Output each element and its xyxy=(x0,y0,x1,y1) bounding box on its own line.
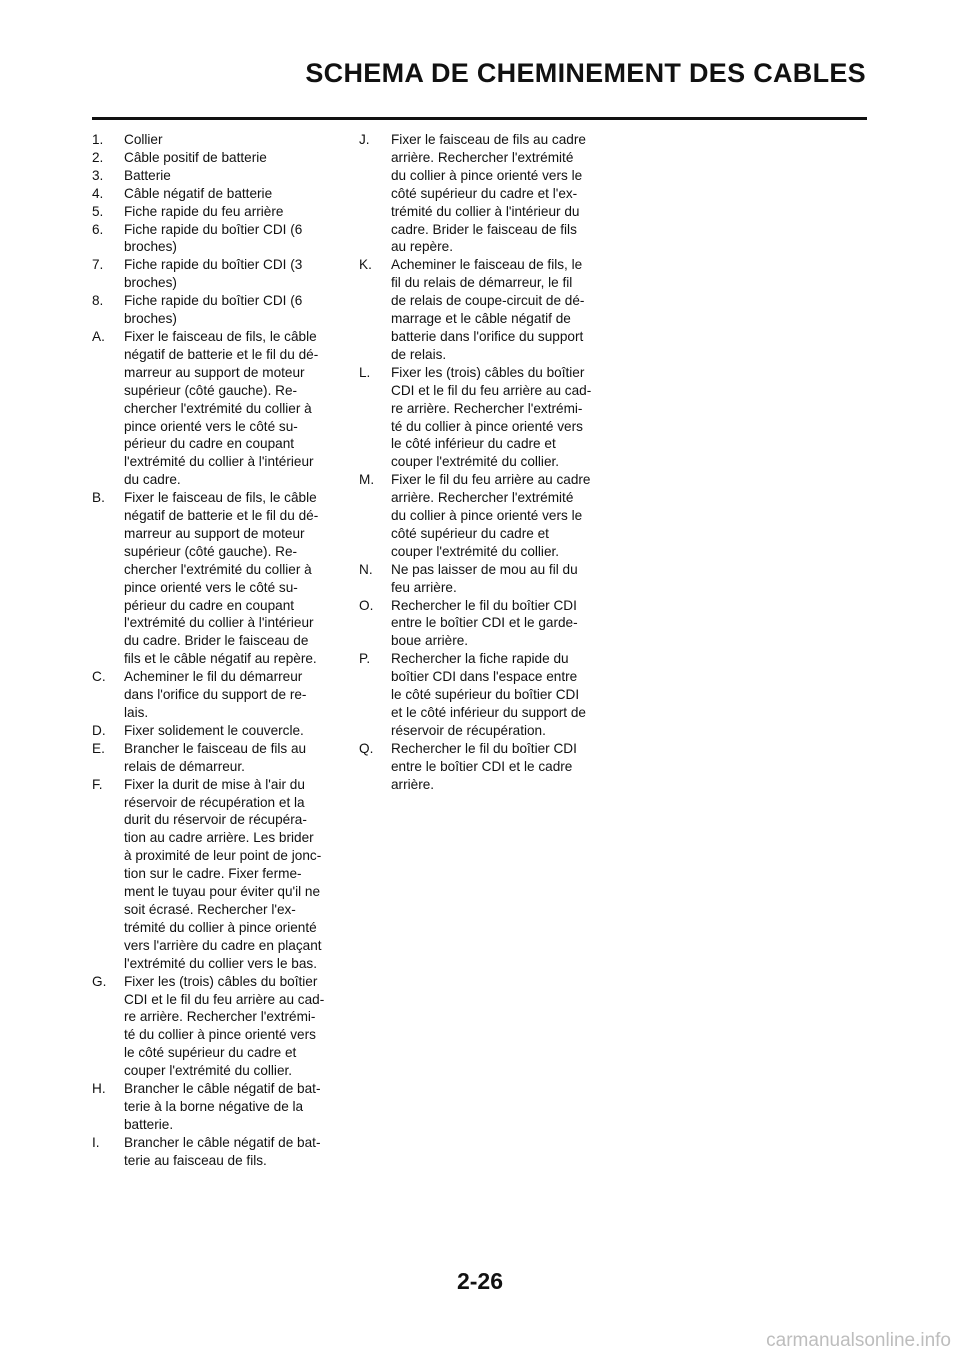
legend-item-line: Fiche rapide du boîtier CDI (6 xyxy=(124,221,303,237)
legend-item-key: I. xyxy=(92,1134,100,1150)
legend-item-key: G. xyxy=(92,973,107,989)
legend-column-left xyxy=(92,131,337,1170)
legend-item-text xyxy=(124,131,337,149)
legend-item-text xyxy=(124,973,337,1080)
legend-item xyxy=(92,740,337,776)
legend-item xyxy=(92,292,337,328)
legend-item-key: M. xyxy=(359,472,375,488)
legend-item-line: Câble négatif de batterie xyxy=(124,185,273,201)
legend-item-line: Collier xyxy=(124,132,163,147)
page-title: SCHEMA DE CHEMINEMENT DES CABLES xyxy=(305,58,866,88)
legend-item-line: arrière. Rechercher l'extrémité xyxy=(391,490,574,506)
legend-item-line: arrière. Rechercher l'extrémité xyxy=(391,149,574,165)
legend-item-line: négatif de batterie et le fil du dé- xyxy=(124,346,319,362)
legend-item-line: broches) xyxy=(124,239,177,255)
legend-item-text xyxy=(124,328,337,489)
legend-item-line: batterie. xyxy=(124,1116,174,1132)
legend-item-line: marreur au support de moteur xyxy=(124,525,305,541)
legend-item-line: réservoir de récupération. xyxy=(391,722,546,738)
legend-item-line: chercher l'extrémité du collier à xyxy=(124,561,312,577)
legend-item-line: vers l'arrière du cadre en plaçant xyxy=(124,937,322,953)
legend-item-line: de relais. xyxy=(391,346,447,362)
legend-item-text xyxy=(124,1080,337,1134)
legend-item-key: 8. xyxy=(92,293,104,309)
legend-item-text xyxy=(391,256,609,363)
legend-item-line: marreur au support de moteur xyxy=(124,364,305,380)
legend-item-key: D. xyxy=(92,722,106,738)
legend-item-line: trémité du collier à pince orienté xyxy=(124,919,317,935)
legend-item-text xyxy=(124,740,337,776)
legend-item-line: couper l'extrémité du collier. xyxy=(391,543,560,559)
legend-item-line: le côté inférieur du cadre et xyxy=(391,436,556,452)
legend-item xyxy=(92,668,337,722)
legend-item-line: terie au faisceau de fils. xyxy=(124,1152,267,1168)
legend-item-line: Fixer les (trois) câbles du boîtier xyxy=(391,364,585,380)
legend-item-line: marrage et le câble négatif de xyxy=(391,311,571,327)
legend-item-line: Batterie xyxy=(124,167,171,183)
legend-item-line: boîtier CDI dans l'espace entre xyxy=(391,669,578,685)
legend-item xyxy=(359,131,609,256)
legend-item xyxy=(92,776,337,973)
legend-item xyxy=(359,471,609,561)
legend-item-line: périeur du cadre en coupant xyxy=(124,597,295,613)
legend-item-line: terie à la borne négative de la xyxy=(124,1098,304,1114)
legend-item-line: relais de démarreur. xyxy=(124,758,245,774)
legend-column-right xyxy=(359,131,609,794)
legend-item xyxy=(359,650,609,740)
legend-item-text xyxy=(391,364,609,471)
legend-item xyxy=(92,203,337,221)
legend-item-text xyxy=(124,722,337,740)
legend-item-line: Fixer les (trois) câbles du boîtier xyxy=(124,973,318,989)
legend-item xyxy=(359,597,609,651)
legend-item-line: de relais de coupe-circuit de dé- xyxy=(391,293,585,309)
legend-item-text xyxy=(391,597,609,651)
legend-item-line: arrière. xyxy=(391,776,435,792)
legend-item-key: P. xyxy=(359,651,371,667)
legend-item xyxy=(92,185,337,203)
legend-item-line: Câble positif de batterie xyxy=(124,149,267,165)
legend-item-line: réservoir de récupération et la xyxy=(124,794,305,810)
legend-item-text xyxy=(124,668,337,722)
legend-item-line: Brancher le câble négatif de bat- xyxy=(124,1081,321,1097)
legend-item-line: Brancher le faisceau de fils au xyxy=(124,740,307,756)
legend-item-key: H. xyxy=(92,1081,106,1097)
legend-item-line: l'extrémité du collier vers le bas. xyxy=(124,955,317,971)
legend-item-key: 3. xyxy=(92,167,104,183)
legend-item-line: pince orienté vers le côté su- xyxy=(124,579,298,595)
legend-item xyxy=(359,256,609,363)
legend-item-line: Fiche rapide du boîtier CDI (3 xyxy=(124,257,303,273)
legend-item-line: périeur du cadre en coupant xyxy=(124,436,295,452)
legend-item-key: 6. xyxy=(92,221,104,237)
legend-item-line: soit écrasé. Rechercher l'ex- xyxy=(124,901,296,917)
legend-item-line: tion au cadre arrière. Les brider xyxy=(124,830,314,846)
legend-item-key: C. xyxy=(92,669,106,685)
legend-item-line: Fixer la durit de mise à l'air du xyxy=(124,776,305,792)
legend-item-text xyxy=(391,131,609,256)
legend-item xyxy=(92,167,337,185)
legend-item-line: fils et le câble négatif au repère. xyxy=(124,651,317,667)
legend-item-line: broches) xyxy=(124,275,177,291)
legend-item-line: entre le boîtier CDI et le garde- xyxy=(391,615,578,631)
legend-item xyxy=(359,561,609,597)
legend-item xyxy=(92,973,337,1080)
legend-item-line: CDI et le fil du feu arrière au cad- xyxy=(124,991,325,1007)
legend-item-line: lais. xyxy=(124,705,149,720)
legend-item-line: pince orienté vers le côté su- xyxy=(124,418,298,434)
legend-item-line: ment le tuyau pour éviter qu'il ne xyxy=(124,884,321,900)
legend-item-line: tion sur le cadre. Fixer ferme- xyxy=(124,866,302,882)
legend-item xyxy=(92,131,337,149)
legend-item-line: broches) xyxy=(124,311,177,327)
title-rule xyxy=(92,117,867,120)
legend-item-key: A. xyxy=(92,328,105,344)
legend-item xyxy=(92,489,337,668)
legend-item-line: couper l'extrémité du collier. xyxy=(391,454,560,470)
legend-item-line: Ne pas laisser de mou au fil du xyxy=(391,561,578,577)
legend-item-key: N. xyxy=(359,561,373,577)
legend-item-line: Brancher le câble négatif de bat- xyxy=(124,1134,321,1150)
legend-item-text xyxy=(391,650,609,740)
legend-item-text xyxy=(124,221,337,257)
legend-item-line: Fixer le fil du feu arrière au cadre xyxy=(391,472,591,488)
legend-item-line: Rechercher la fiche rapide du xyxy=(391,651,569,667)
legend-item-line: côté supérieur du cadre et xyxy=(391,525,549,541)
legend-item-text xyxy=(124,292,337,328)
legend-item-text xyxy=(391,740,609,794)
legend-item-line: dans l'orifice du support de re- xyxy=(124,687,307,703)
legend-item-line: l'extrémité du collier à l'intérieur xyxy=(124,454,314,470)
legend-item-key: F. xyxy=(92,776,103,792)
legend-item-text xyxy=(124,489,337,668)
legend-item-line: le côté supérieur du cadre et xyxy=(124,1045,297,1061)
legend-item-text xyxy=(391,471,609,561)
legend-item-line: négatif de batterie et le fil du dé- xyxy=(124,508,319,524)
legend-item xyxy=(92,1080,337,1134)
legend-item-text xyxy=(124,203,337,221)
legend-item-line: CDI et le fil du feu arrière au cad- xyxy=(391,382,592,398)
legend-item-text xyxy=(124,776,337,973)
legend-item-line: batterie dans l'orifice du support xyxy=(391,328,584,344)
legend-item-line: Acheminer le fil du démarreur xyxy=(124,669,303,685)
legend-item-line: cadre. Brider le faisceau de fils xyxy=(391,221,577,237)
legend-item-line: du cadre. xyxy=(124,472,181,488)
legend-item xyxy=(92,256,337,292)
legend-item-line: supérieur (côté gauche). Re- xyxy=(124,382,298,398)
legend-item-line: et le côté inférieur du support de xyxy=(391,705,586,720)
legend-item xyxy=(359,364,609,471)
legend-item-line: boue arrière. xyxy=(391,633,469,649)
legend-item-key: 2. xyxy=(92,149,104,165)
legend-item-text xyxy=(124,149,337,167)
legend-item-line: supérieur (côté gauche). Re- xyxy=(124,543,298,559)
legend-item-line: Fixer le faisceau de fils, le câble xyxy=(124,490,317,506)
legend-item-line: fil du relais de démarreur, le fil xyxy=(391,275,573,291)
legend-item xyxy=(92,1134,337,1170)
legend-item xyxy=(92,149,337,167)
legend-item-text xyxy=(391,561,609,597)
legend-item-line: té du collier à pince orienté vers xyxy=(124,1027,316,1043)
legend-item-line: l'extrémité du collier à l'intérieur xyxy=(124,615,314,631)
legend-item-line: Rechercher le fil du boîtier CDI xyxy=(391,597,577,613)
legend-item-key: B. xyxy=(92,490,105,506)
legend-item-key: J. xyxy=(359,132,370,147)
legend-item-key: L. xyxy=(359,364,371,380)
legend-item-key: O. xyxy=(359,597,374,613)
legend-item-text xyxy=(124,167,337,185)
legend-item-text xyxy=(124,185,337,203)
legend-item-line: le côté supérieur du boîtier CDI xyxy=(391,687,580,703)
legend-item-line: à proximité de leur point de jonc- xyxy=(124,848,322,864)
legend-item-text xyxy=(124,1134,337,1170)
legend-item-text xyxy=(124,256,337,292)
watermark: carmanualsonline.info xyxy=(766,1330,951,1351)
legend-item xyxy=(359,740,609,794)
legend-item-key: Q. xyxy=(359,740,374,756)
legend-item-line: couper l'extrémité du collier. xyxy=(124,1063,293,1079)
legend-item-key: K. xyxy=(359,257,372,273)
legend-item-key: 7. xyxy=(92,257,104,273)
legend-item-line: Fixer solidement le couvercle. xyxy=(124,722,304,738)
page-number: 2-26 xyxy=(456,1268,504,1294)
legend-item-line: Fixer le faisceau de fils, le câble xyxy=(124,328,317,344)
legend-item xyxy=(92,221,337,257)
legend-item-line: Fixer le faisceau de fils au cadre xyxy=(391,132,586,147)
legend-item-key: 5. xyxy=(92,203,104,219)
legend-item xyxy=(92,328,337,489)
legend-item-line: chercher l'extrémité du collier à xyxy=(124,400,312,416)
legend-item-line: du collier à pince orienté vers le xyxy=(391,167,583,183)
legend-item-line: trémité du collier à l'intérieur du xyxy=(391,203,580,219)
legend-item-line: du collier à pince orienté vers le xyxy=(391,508,583,524)
legend-item-line: feu arrière. xyxy=(391,579,457,595)
legend-item-line: au repère. xyxy=(391,239,453,255)
legend-item-line: té du collier à pince orienté vers xyxy=(391,418,583,434)
legend-item xyxy=(92,722,337,740)
legend-item-key: 4. xyxy=(92,185,104,201)
legend-item-line: re arrière. Rechercher l'extrémi- xyxy=(124,1009,316,1025)
legend-item-line: re arrière. Rechercher l'extrémi- xyxy=(391,400,583,416)
legend-item-line: du cadre. Brider le faisceau de xyxy=(124,633,309,649)
legend-item-line: Acheminer le faisceau de fils, le xyxy=(391,257,583,273)
legend-item-key: 1. xyxy=(92,132,104,147)
legend-item-line: côté supérieur du cadre et l'ex- xyxy=(391,185,578,201)
legend-item-line: Fiche rapide du boîtier CDI (6 xyxy=(124,293,303,309)
legend-item-line: Fiche rapide du feu arrière xyxy=(124,203,284,219)
legend-item-line: entre le boîtier CDI et le cadre xyxy=(391,758,573,774)
legend-item-line: durit du réservoir de récupéra- xyxy=(124,812,307,828)
legend-item-line: Rechercher le fil du boîtier CDI xyxy=(391,740,577,756)
legend-item-key: E. xyxy=(92,740,105,756)
